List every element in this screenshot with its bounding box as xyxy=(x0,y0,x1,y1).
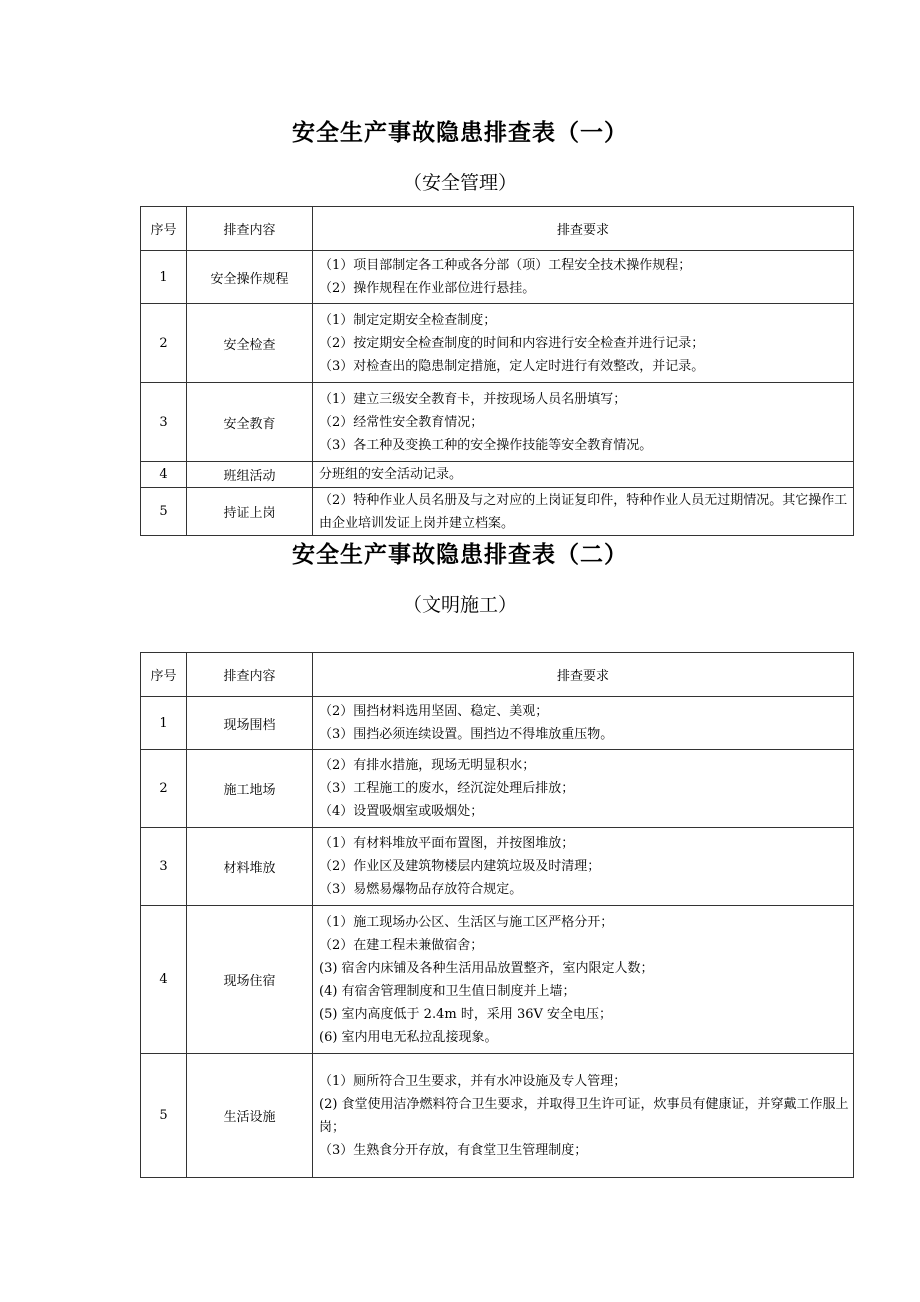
req-line: (4) 有宿舍管理制度和卫生值日制度并上墙； xyxy=(319,983,576,999)
req-line: （1）厕所符合卫生要求，并有水冲设施及专人管理； xyxy=(319,1073,627,1089)
table-row xyxy=(141,906,854,1054)
header-no: 序号 xyxy=(141,653,187,697)
table-row xyxy=(141,462,854,488)
row-item: 安全检查 xyxy=(187,304,313,383)
table-row xyxy=(141,383,854,462)
req-line: （2）有排水措施，现场无明显积水； xyxy=(319,758,536,773)
row-req xyxy=(313,383,854,462)
req-line: （3）各工种及变换工种的安全操作技能等安全教育情况。 xyxy=(319,437,653,453)
req-line: （3）对检查出的隐患制定措施，定人定时进行有效整改，并记录。 xyxy=(319,358,705,374)
row-req xyxy=(313,697,854,750)
row-req xyxy=(313,906,854,1054)
row-req xyxy=(313,1054,854,1178)
row-item: 现场围档 xyxy=(187,697,313,750)
row-item: 持证上岗 xyxy=(187,488,313,536)
row-req xyxy=(313,750,854,828)
table-row xyxy=(141,488,854,536)
req-line: （3）生熟食分开存放，有食堂卫生管理制度； xyxy=(319,1142,588,1158)
req-line: （1）建立三级安全教育卡，并按现场人员名册填写； xyxy=(319,391,627,407)
req-line: （2）作业区及建筑物楼层内建筑垃圾及时清理； xyxy=(319,859,601,874)
row-no: 1 xyxy=(141,697,187,750)
req-line: 分班组的安全活动记录。 xyxy=(319,467,463,482)
req-line: (6) 室内用电无私拉乱接现象。 xyxy=(319,1029,498,1045)
table1-subtitle: （安全管理） xyxy=(402,172,517,194)
row-item: 安全教育 xyxy=(187,383,313,462)
row-no: 2 xyxy=(141,304,187,383)
row-item: 安全操作规程 xyxy=(187,251,313,304)
req-line: （1）施工现场办公区、生活区与施工区严格分开； xyxy=(319,914,614,930)
req-line: （2）围挡材料选用坚固、稳定、美观； xyxy=(319,704,549,719)
table2-title: 安全生产事故隐患排查表（二） xyxy=(292,542,628,568)
row-req xyxy=(313,304,854,383)
table-header-row xyxy=(141,653,854,697)
req-line: （2）操作规程在作业部位进行悬挂。 xyxy=(319,281,536,296)
table-row xyxy=(141,828,854,906)
row-item: 施工地场 xyxy=(187,750,313,828)
table1-title: 安全生产事故隐患排查表（一） xyxy=(292,120,628,146)
req-line: （4）设置吸烟室或吸烟处； xyxy=(319,804,484,819)
row-no: 3 xyxy=(141,383,187,462)
row-no: 1 xyxy=(141,251,187,304)
req-line: （1）项目部制定各工种或各分部（项）工程安全技术操作规程； xyxy=(319,258,692,273)
header-req: 排查要求 xyxy=(313,653,854,697)
table1 xyxy=(140,206,854,536)
req-line: （2）特种作业人员名册及与之对应的上岗证复印件，特种作业人员无过期情况。其它操作工由企业培训发证上岗并建立档案。 xyxy=(319,492,848,531)
row-no: 3 xyxy=(141,828,187,906)
req-line: (5) 室内高度低于 2.4m 时，采用 36V 安全电压； xyxy=(319,1006,613,1022)
req-line: （3）工程施工的废水，经沉淀处理后排放； xyxy=(319,781,575,796)
row-no: 4 xyxy=(141,462,187,488)
row-item: 材料堆放 xyxy=(187,828,313,906)
row-req xyxy=(313,488,854,536)
header-req: 排查要求 xyxy=(313,207,854,251)
req-line: （2）经常性安全教育情况； xyxy=(319,414,484,430)
req-line: （3）易燃易爆物品存放符合规定。 xyxy=(319,882,523,897)
table-row xyxy=(141,304,854,383)
row-item: 班组活动 xyxy=(187,462,313,488)
req-line: (2) 食堂使用洁净燃料符合卫生要求，并取得卫生许可证，炊事员有健康证，并穿戴工作服上岗； xyxy=(319,1096,849,1135)
table2-subtitle: （文明施工） xyxy=(402,594,517,616)
row-req xyxy=(313,462,854,488)
req-line: （1）有材料堆放平面布置图，并按图堆放； xyxy=(319,836,575,851)
req-line: （3）围挡必须连续设置。围挡边不得堆放重压物。 xyxy=(319,727,614,742)
header-no: 序号 xyxy=(141,207,187,251)
table-header-row xyxy=(141,207,854,251)
row-req xyxy=(313,828,854,906)
req-line: （1）制定定期安全检查制度； xyxy=(319,312,497,328)
row-item: 现场住宿 xyxy=(187,906,313,1054)
table-row xyxy=(141,697,854,750)
row-no: 4 xyxy=(141,906,187,1054)
req-line: (3) 宿舍内床铺及各种生活用品放置整齐，室内限定人数； xyxy=(319,960,654,976)
req-line: （2）按定期安全检查制度的时间和内容进行安全检查并进行记录； xyxy=(319,335,705,351)
header-item: 排查内容 xyxy=(187,207,313,251)
table-row xyxy=(141,750,854,828)
row-req xyxy=(313,251,854,304)
row-no: 5 xyxy=(141,488,187,536)
row-no: 5 xyxy=(141,1054,187,1178)
table-row xyxy=(141,1054,854,1178)
header-item: 排查内容 xyxy=(187,653,313,697)
row-no: 2 xyxy=(141,750,187,828)
table2 xyxy=(140,652,854,1178)
table-row xyxy=(141,251,854,304)
req-line: （2）在建工程未兼做宿舍； xyxy=(319,937,484,953)
row-item: 生活设施 xyxy=(187,1054,313,1178)
